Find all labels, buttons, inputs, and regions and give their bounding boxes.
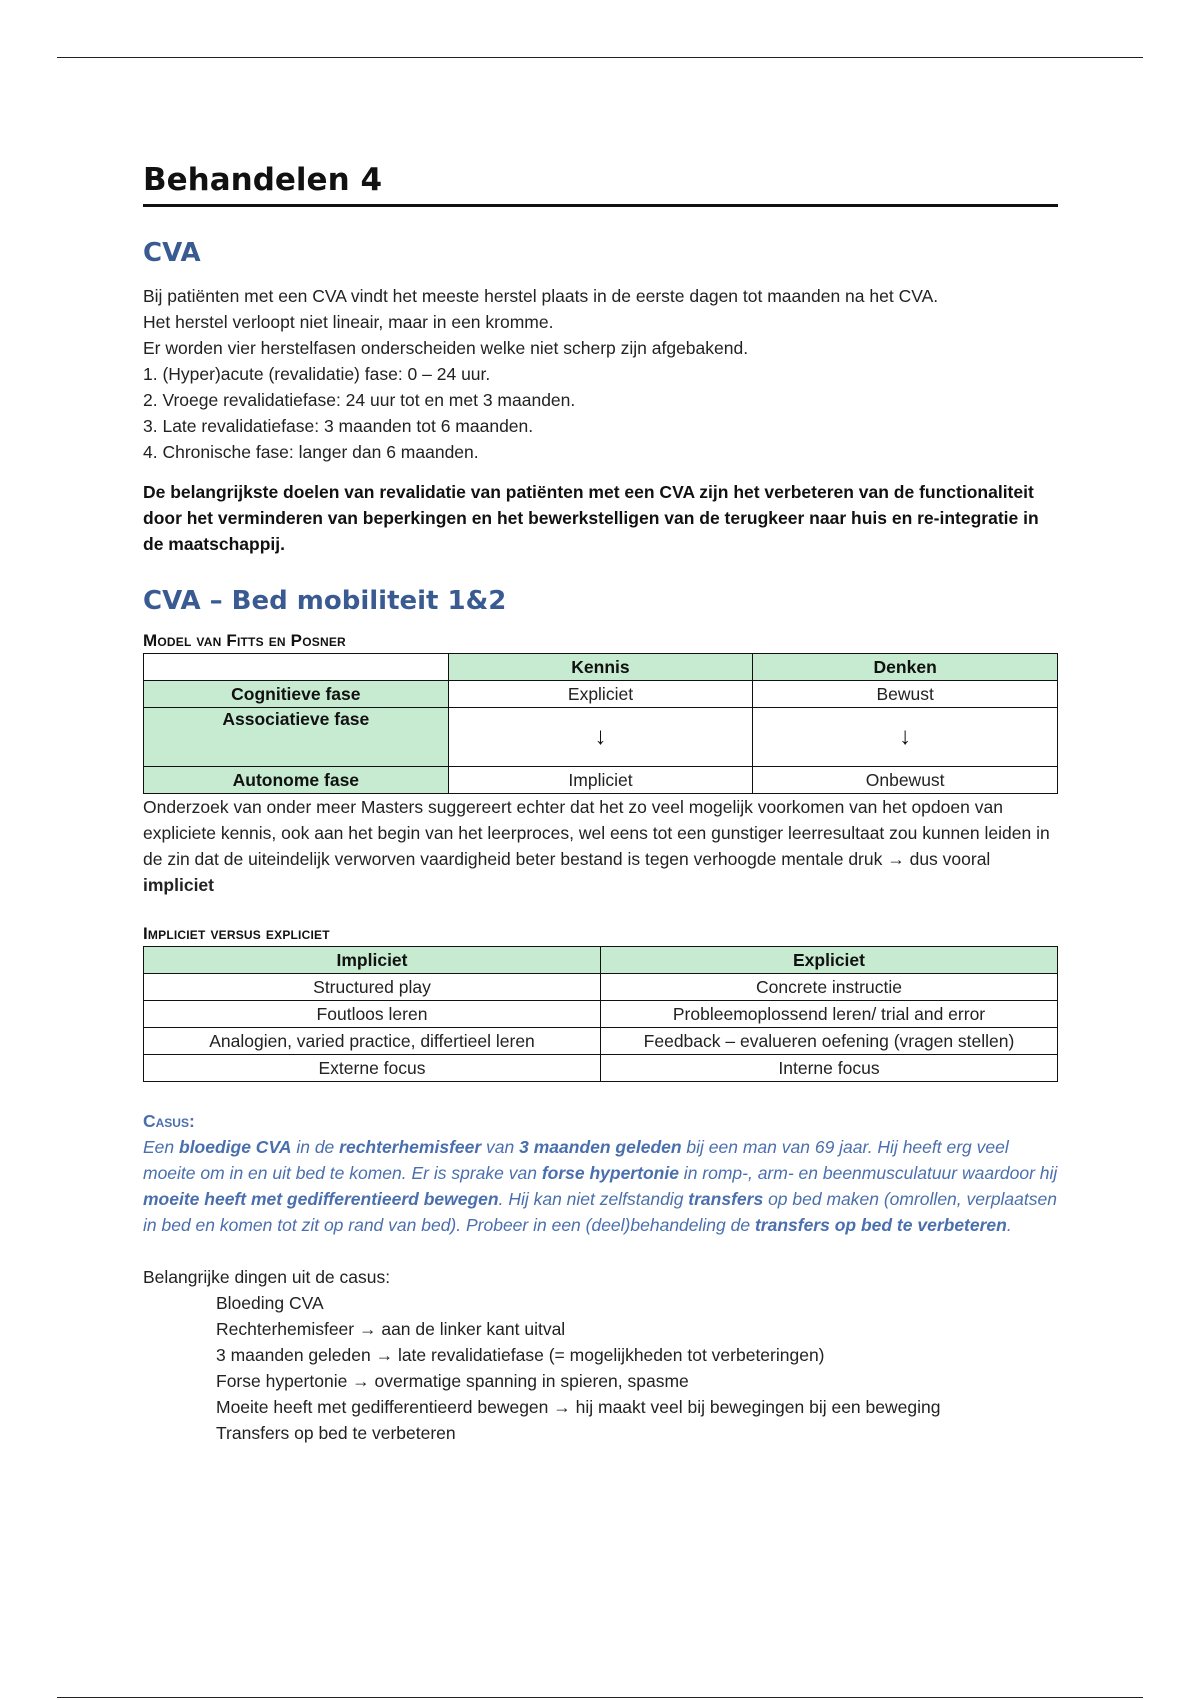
col-header-impliciet: Impliciet <box>144 947 601 974</box>
casus-paragraph: Een bloedige CVA in de rechterhemisfeer van 3 maanden geleden bij een man van 69 jaar. Hij heeft erg veel moeite om in en uit bed te komen. Er is sprake van forse hypertonie in romp-, arm- en beenmusculatuur waardoor hij moeite heeft met gedifferentieerd bewegen. Hij kan niet zelfstandig transfers op bed maken (omrollen, verplaatsen in bed en komen tot zit op rand van bed). Probeer in een (deel)behandeling de transfers op bed te verbeteren. <box>143 1137 1058 1235</box>
document-title: Behandelen 4 <box>143 160 1058 207</box>
implicit-explicit-table <box>143 946 1058 1082</box>
table-cell: Concrete instructie <box>601 974 1058 1001</box>
col-header-expliciet: Expliciet <box>601 947 1058 974</box>
empty-corner-cell <box>144 654 449 681</box>
list-item: Bloeding CVA <box>216 1293 324 1313</box>
table-cell: Externe focus <box>144 1055 601 1082</box>
important-intro: Belangrijke dingen uit de casus: <box>143 1267 391 1287</box>
phase-line: 1. (Hyper)acute (revalidatie) fase: 0 – 24 uur. <box>143 364 491 384</box>
section-heading-cva: CVA <box>143 238 201 268</box>
table-cell: Interne focus <box>601 1055 1058 1082</box>
list-item: Rechterhemisfeer → aan de linker kant uitval <box>216 1319 566 1339</box>
table-row <box>144 1055 1058 1082</box>
model-title: Model van Fitts en Posner <box>143 631 346 650</box>
casus-label: Casus: <box>143 1111 195 1131</box>
table-cell <box>448 708 753 767</box>
table-cell: Bewust <box>753 681 1058 708</box>
phase-line: 4. Chronische fase: langer dan 6 maanden. <box>143 442 479 462</box>
row-label-cognitieve: Cognitieve fase <box>144 681 449 708</box>
table-cell: Analogien, varied practice, differtieel leren <box>144 1028 601 1055</box>
cva-intro <box>143 283 1058 465</box>
section-heading-bed-mobiliteit: CVA – Bed mobiliteit 1&2 <box>143 586 507 616</box>
masters-bold: impliciet <box>143 875 214 895</box>
masters-paragraph <box>143 794 1058 898</box>
intro-line: Bij patiënten met een CVA vindt het meeste herstel plaats in de eerste dagen tot maanden na het CVA. <box>143 286 939 306</box>
footer-rule <box>57 1697 1143 1698</box>
table-cell: Feedback – evalueren oefening (vragen stellen) <box>601 1028 1058 1055</box>
intro-line: Er worden vier herstelfasen onderscheiden welke niet scherp zijn afgebakend. <box>143 338 749 358</box>
goals-paragraph: De belangrijkste doelen van revalidatie van patiënten met een CVA zijn het verbeteren van de functionaliteit door het verminderen van beperkingen en het bewerkstelligen van de terugkeer naar huis en re-integratie in de maatschappij. <box>143 482 1039 554</box>
document-page <box>143 160 1058 1446</box>
row-label-associatieve: Associatieve fase <box>144 708 449 767</box>
phase-line: 2. Vroege revalidatiefase: 24 uur tot en met 3 maanden. <box>143 390 576 410</box>
implicit-explicit-title: Impliciet versus expliciet <box>143 924 330 943</box>
table-cell: Impliciet <box>448 767 753 794</box>
table-row <box>144 1028 1058 1055</box>
table-cell: Expliciet <box>448 681 753 708</box>
list-item: Moeite heeft met gedifferentieerd bewegen → hij maakt veel bij bewegingen bij een beweging <box>216 1397 941 1417</box>
list-item: Forse hypertonie → overmatige spanning in spieren, spasme <box>216 1371 689 1391</box>
table-cell <box>753 708 1058 767</box>
arrow-down-icon: ↓ <box>594 723 607 750</box>
phase-line: 3. Late revalidatiefase: 3 maanden tot 6 maanden. <box>143 416 534 436</box>
masters-text: Onderzoek van onder meer Masters suggereert echter dat het zo veel mogelijk voorkomen van het opdoen van expliciete kennis, ook aan het begin van het leerproces, wel eens tot een gunstiger leerresultaat zou kunnen leiden in de zin dat de uiteindelijk verworven vaardigheid beter bestand is tegen verhoogde mentale druk → dus vooral <box>143 797 1050 869</box>
table-cell: Structured play <box>144 974 601 1001</box>
header-rule <box>57 57 1143 58</box>
list-item: 3 maanden geleden → late revalidatiefase (= mogelijkheden tot verbeteringen) <box>216 1345 825 1365</box>
table-cell: Onbewust <box>753 767 1058 794</box>
list-item: Transfers op bed te verbeteren <box>216 1423 456 1443</box>
intro-line: Het herstel verloopt niet lineair, maar in een kromme. <box>143 312 554 332</box>
row-label-autonome: Autonome fase <box>144 767 449 794</box>
table-row <box>144 1001 1058 1028</box>
fitts-posner-table <box>143 653 1058 794</box>
col-header-denken: Denken <box>753 654 1058 681</box>
table-row <box>144 974 1058 1001</box>
table-cell: Foutloos leren <box>144 1001 601 1028</box>
col-header-kennis: Kennis <box>448 654 753 681</box>
table-cell: Probleemoplossend leren/ trial and error <box>601 1001 1058 1028</box>
arrow-down-icon: ↓ <box>899 723 912 750</box>
important-list <box>143 1290 1058 1446</box>
